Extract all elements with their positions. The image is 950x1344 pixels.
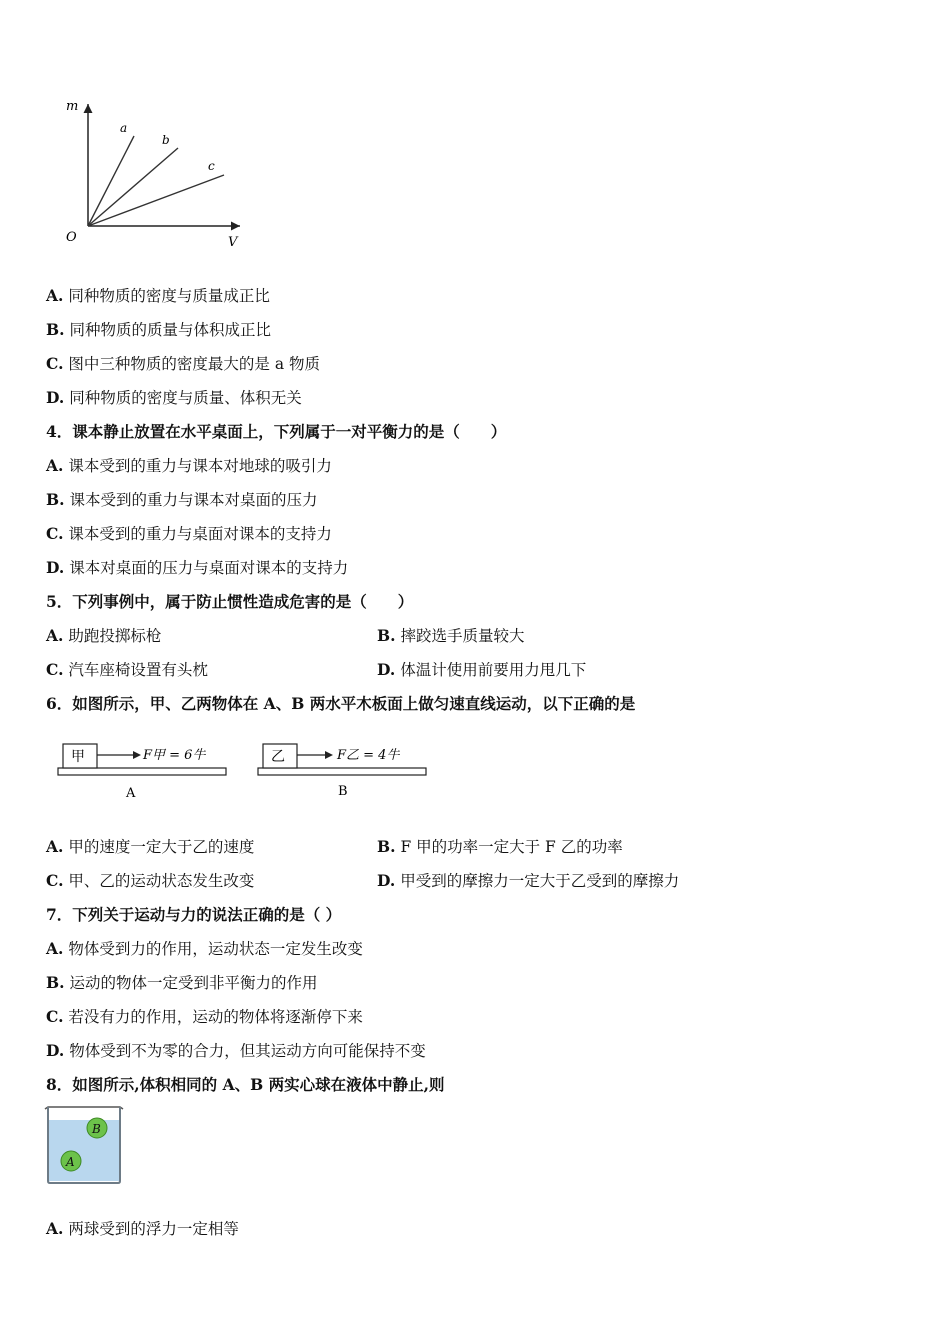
line-c-label: c — [208, 159, 215, 173]
q4-stem: 4．课本静止放置在水平桌面上，下列属于一对平衡力的是（ ） — [46, 422, 507, 441]
mass-volume-graph — [60, 96, 250, 256]
board-a — [58, 768, 226, 775]
q5-stem: 5．下列事例中，属于防止惯性造成危害的是（ ） — [46, 592, 414, 611]
q5-option-d[interactable]: D. 体温计使用前要用力甩几下 — [377, 660, 587, 679]
y-axis-label: m — [66, 99, 79, 114]
q4-option-c[interactable]: C. 课本受到的重力与桌面对课本的支持力 — [46, 524, 332, 543]
q4-option-b[interactable]: B. 课本受到的重力与课本对桌面的压力 — [46, 490, 318, 509]
force-arrowhead-jia — [133, 751, 141, 759]
block-yi-label: 乙 — [271, 749, 285, 765]
q5-option-b[interactable]: B. 摔跤选手质量较大 — [377, 626, 525, 645]
q7-option-a[interactable]: A. 物体受到力的作用，运动状态一定发生改变 — [46, 939, 363, 958]
force-label-yi: F乙 = 4牛 — [337, 748, 400, 763]
q6-option-a[interactable]: A. 甲的速度一定大于乙的速度 — [46, 837, 255, 856]
force-label-jia: F甲 = 6牛 — [143, 748, 206, 763]
liquid — [48, 1120, 120, 1181]
board-a-label: A — [126, 786, 136, 801]
q3-option-b[interactable]: B. 同种物质的质量与体积成正比 — [46, 320, 271, 339]
q7-option-c[interactable]: C. 若没有力的作用，运动的物体将逐渐停下来 — [46, 1007, 363, 1026]
ball-b-label: B — [92, 1122, 101, 1136]
q3-option-a[interactable]: A. 同种物质的密度与质量成正比 — [46, 286, 270, 305]
q7-option-b[interactable]: B. 运动的物体一定受到非平衡力的作用 — [46, 973, 318, 992]
board-b — [258, 768, 426, 775]
force-arrowhead-yi — [325, 751, 333, 759]
q6-option-b[interactable]: B. F 甲的功率一定大于 F 乙的功率 — [377, 837, 623, 856]
line-c — [88, 175, 224, 226]
q8-stem: 8．如图所示,体积相同的 A、B 两实心球在液体中静止,则 — [46, 1075, 445, 1094]
q5-option-a[interactable]: A. 助跑投掷标枪 — [46, 626, 162, 645]
q6-stem: 6．如图所示，甲、乙两物体在 A、B 两水平木板面上做匀速直线运动，以下正确的是 — [46, 694, 636, 713]
line-a-label: a — [120, 121, 128, 135]
x-axis-label: V — [228, 235, 238, 250]
beaker-rim — [45, 1107, 123, 1109]
q5-option-c[interactable]: C. 汽车座椅设置有头枕 — [46, 660, 208, 679]
q7-option-d[interactable]: D. 物体受到不为零的合力，但其运动方向可能保持不变 — [46, 1041, 426, 1060]
origin-label: O — [66, 230, 77, 245]
q8-option-a[interactable]: A. 两球受到的浮力一定相等 — [46, 1219, 239, 1238]
q6-figure — [55, 738, 435, 804]
q6-option-d[interactable]: D. 甲受到的摩擦力一定大于乙受到的摩擦力 — [377, 871, 680, 890]
q4-option-d[interactable]: D. 课本对桌面的压力与桌面对课本的支持力 — [46, 558, 349, 577]
line-b-label: b — [162, 133, 170, 147]
q3-option-d[interactable]: D. 同种物质的密度与质量、体积无关 — [46, 388, 302, 407]
q7-stem: 7．下列关于运动与力的说法正确的是（ ） — [46, 905, 342, 924]
beaker-figure — [42, 1104, 126, 1186]
board-b-label: B — [338, 784, 348, 799]
q4-option-a[interactable]: A. 课本受到的重力与课本对地球的吸引力 — [46, 456, 332, 475]
q6-option-c[interactable]: C. 甲、乙的运动状态发生改变 — [46, 871, 255, 890]
ball-a-label: A — [66, 1155, 75, 1169]
q3-option-c[interactable]: C. 图中三种物质的密度最大的是 a 物质 — [46, 354, 321, 373]
line-b — [88, 148, 178, 226]
block-jia-label: 甲 — [71, 749, 85, 765]
line-a — [88, 136, 134, 226]
